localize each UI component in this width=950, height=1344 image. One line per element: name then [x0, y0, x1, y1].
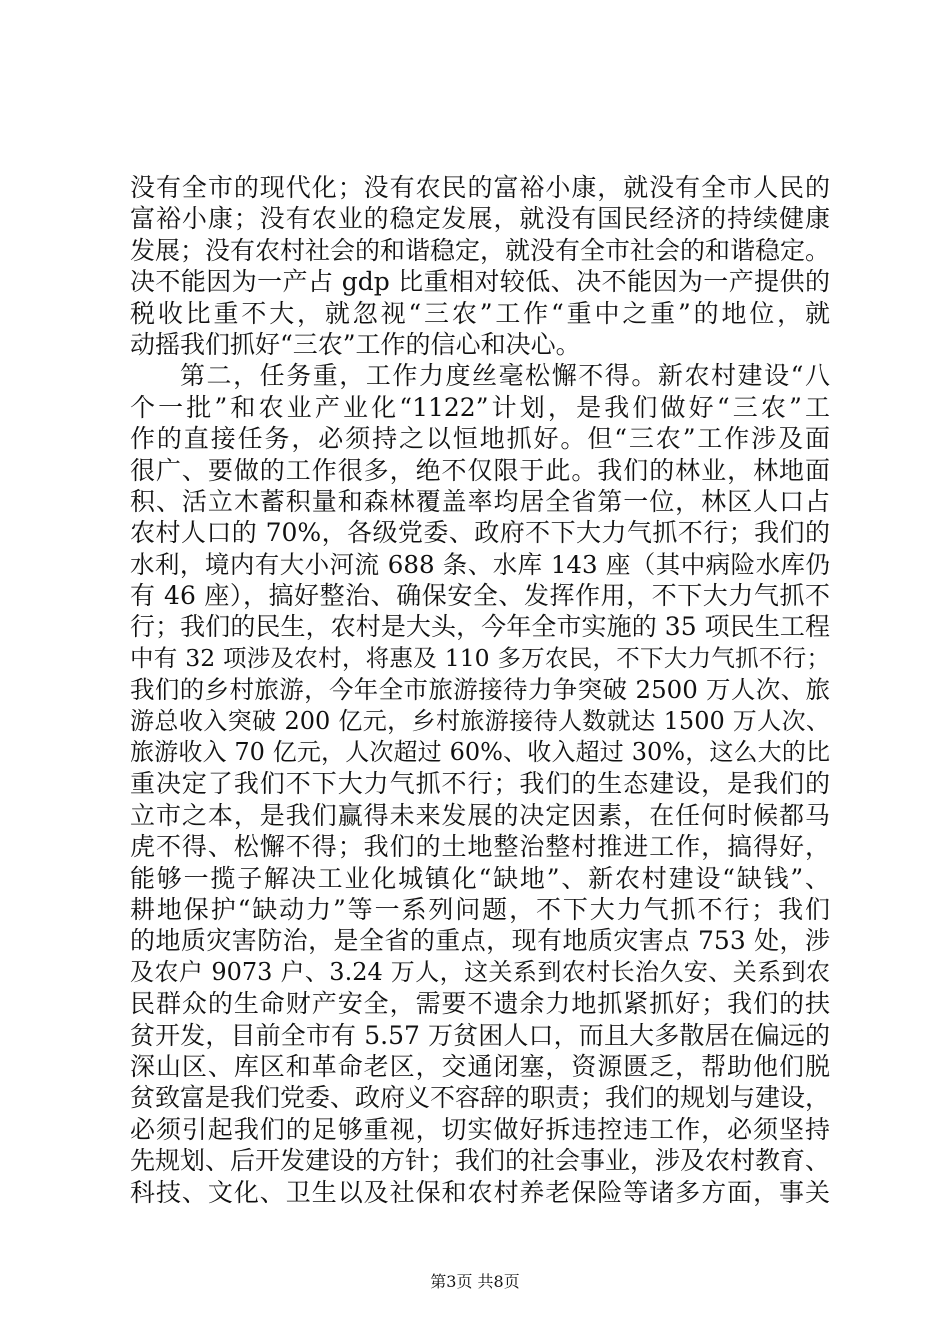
text-line: 富裕小康；没有农业的稳定发展，就没有国民经济的持续健康 — [130, 204, 830, 234]
text-line: 必须引起我们的足够重视，切实做好拆违控违工作，必须坚持 — [130, 1114, 830, 1144]
text-line: 虎不得、松懈不得；我们的土地整治整村推进工作，搞得好， — [130, 832, 830, 862]
text-line: 重决定了我们不下大力气抓不行；我们的生态建设，是我们的 — [130, 769, 830, 799]
text-line: 贫致富是我们党委、政府义不容辞的职责；我们的规划与建设， — [130, 1083, 830, 1113]
text-line: 耕地保护“缺动力”等一系列问题，不下大力气抓不行；我们 — [130, 894, 830, 924]
text-line: 行；我们的民生，农村是大头，今年全市实施的 35 项民生工程 — [130, 612, 830, 642]
text-line: 我们的乡村旅游，今年全市旅游接待力争突破 2500 万人次、旅 — [130, 675, 830, 705]
text-line: 税收比重不大，就忽视“三农”工作“重中之重”的地位，就 — [130, 298, 830, 328]
text-line: 及农户 9073 户、3.24 万人，这关系到农村长治久安、关系到农 — [130, 957, 830, 986]
body-text — [130, 172, 830, 1208]
text-line: 发展；没有农村社会的和谐稳定，就没有全市社会的和谐稳定。 — [130, 235, 830, 265]
text-line: 民群众的生命财产安全，需要不遗余力地抓紧抓好；我们的扶 — [130, 989, 830, 1019]
text-line: 贫开发，目前全市有 5.57 万贫困人口，而且大多散居在偏远的 — [130, 1020, 830, 1050]
text-line: 旅游收入 70 亿元，人次超过 60%、收入超过 30%，这么大的比 — [130, 738, 830, 767]
text-line: 深山区、库区和革命老区，交通闭塞，资源匮乏，帮助他们脱 — [130, 1051, 830, 1081]
text-line: 决不能因为一产占 gdp 比重相对较低、决不能因为一产提供的 — [130, 267, 830, 297]
text-line: 积、活立木蓄积量和森林覆盖率均居全省第一位，林区人口占 — [130, 486, 830, 516]
text-line: 的地质灾害防治，是全省的重点，现有地质灾害点 753 处，涉 — [130, 926, 830, 956]
page-number-footer: 第3页 共8页 — [430, 1272, 520, 1291]
text-line: 有 46 座），搞好整治、确保安全、发挥作用，不下大力气抓不 — [130, 581, 830, 611]
text-line: 科技、文化、卫生以及社保和农村养老保险等诸多方面，事关 — [130, 1177, 830, 1207]
text-line: 立市之本，是我们赢得未来发展的决定因素，在任何时候都马 — [130, 800, 830, 830]
text-line: 个一批”和农业产业化“1122”计划，是我们做好“三农”工 — [130, 392, 830, 422]
text-line: 农村人口的 70%，各级党委、政府不下大力气抓不行；我们的 — [130, 518, 830, 548]
text-line: 很广、要做的工作很多，绝不仅限于此。我们的林业，林地面 — [130, 455, 830, 485]
text-line: 作的直接任务，必须持之以恒地抓好。但“三农”工作涉及面 — [130, 424, 830, 454]
text-line: 先规划、后开发建设的方针；我们的社会事业，涉及农村教育、 — [130, 1146, 830, 1176]
text-line: 能够一揽子解决工业化城镇化“缺地”、新农村建设“缺钱”、 — [130, 863, 830, 893]
text-line: 没有全市的现代化；没有农民的富裕小康，就没有全市人民的 — [130, 173, 830, 202]
paragraph-start-line: 第二，任务重，工作力度丝毫松懈不得。新农村建设“八 — [180, 361, 830, 391]
text-line: 水利，境内有大小河流 688 条、水库 143 座（其中病险水库仍 — [130, 549, 830, 579]
text-line: 中有 32 项涉及农村，将惠及 110 多万农民，不下大力气抓不行； — [130, 643, 830, 672]
text-line: 游总收入突破 200 亿元，乡村旅游接待人数就达 1500 万人次、 — [130, 706, 830, 735]
text-line: 动摇我们抓好“三农”工作的信心和决心。 — [130, 329, 581, 359]
